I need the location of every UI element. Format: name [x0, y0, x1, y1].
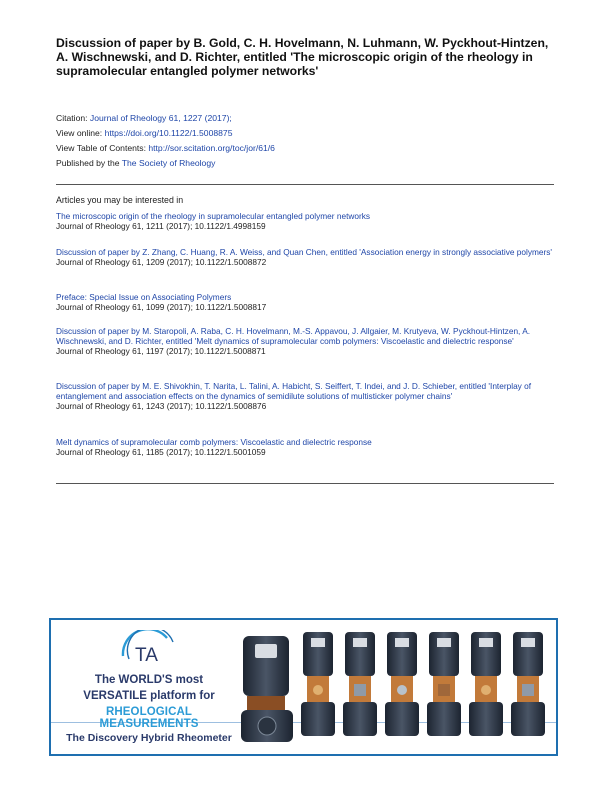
related-article	[56, 292, 554, 312]
citation-label: Citation:	[56, 113, 88, 123]
ad-headline-line-3: RHEOLOGICAL MEASUREMENTS	[99, 706, 199, 730]
advertisement-banner[interactable]	[49, 618, 558, 756]
ta-logo-icon	[117, 630, 179, 664]
related-article-citation: Journal of Rheology 61, 1211 (2017); 10.1122/1.4998159	[56, 221, 266, 231]
ad-headline-line-1: The WORLD'S most	[94, 674, 204, 686]
citation-link[interactable]: Journal of Rheology 61, 1227 (2017);	[89, 113, 232, 123]
toc-line	[56, 143, 275, 154]
related-article	[56, 381, 554, 411]
related-article-citation: Journal of Rheology 61, 1243 (2017); 10.1122/1.5008876	[56, 401, 267, 411]
bottom-divider	[56, 483, 554, 484]
related-article-link[interactable]: Discussion of paper by M. Staropoli, A. Raba, C. H. Hovelmann, M.-S. Appavou, J. Allgaier, M. Krutyeva, W. Pyckhout-Hintzen, A. Wischnewski, and D. Richter, entitled 'Melt dynamics of supramolecular comb polymers: Viscoelastic and dielectric response'	[56, 326, 531, 346]
toc-label: View Table of Contents:	[56, 143, 146, 153]
related-article-link[interactable]: Discussion of paper by M. E. Shivokhin, T. Narita, L. Talini, A. Habicht, S. Seiffert, T. Indei, and J. D. Schieber, entitled 'Interplay of entanglement and association effects on the dynamics of semidilute solutions of multisticker polymer chains'	[56, 381, 532, 401]
related-article-link[interactable]: Melt dynamics of supramolecular comb polymers: Viscoelastic and dielectric response	[56, 437, 372, 447]
rheometer-product-image	[237, 622, 552, 750]
related-article-citation: Journal of Rheology 61, 1209 (2017); 10.1122/1.5008872	[56, 257, 267, 267]
ad-headline-line-2: VERSATILE platform for	[83, 690, 215, 702]
related-article-citation: Journal of Rheology 61, 1099 (2017); 10.1122/1.5008817	[56, 302, 267, 312]
page-title: Discussion of paper by B. Gold, C. H. Hovelmann, N. Luhmann, W. Pyckhout-Hintzen, A. Wischnewski, and D. Richter, entitled 'The microscopic origin of the rheology in supramolecular entangled polymer networks'	[56, 36, 549, 78]
related-article-link[interactable]: Discussion of paper by Z. Zhang, C. Huang, R. A. Weiss, and Quan Chen, entitled 'Association energy in strongly associative polymers'	[56, 247, 553, 257]
ta-logo-text: TA	[135, 645, 158, 664]
related-article-citation: Journal of Rheology 61, 1185 (2017); 10.1122/1.5001059	[56, 447, 266, 457]
related-article	[56, 326, 554, 356]
rheometer-row-icon	[301, 632, 545, 736]
related-article	[56, 211, 554, 231]
rheometer-large-icon	[241, 636, 293, 742]
top-divider	[56, 184, 554, 185]
doi-link[interactable]: https://doi.org/10.1122/1.5008875	[104, 128, 233, 138]
ad-text-block	[59, 620, 239, 754]
related-articles-heading: Articles you may be interested in	[56, 195, 184, 205]
ad-product-name: The Discovery Hybrid Rheometer	[66, 732, 232, 744]
publisher-link[interactable]: The Society of Rheology	[121, 158, 216, 168]
view-online-line	[56, 128, 232, 139]
related-article	[56, 437, 554, 457]
view-online-label: View online:	[56, 128, 103, 138]
related-article-link[interactable]: The microscopic origin of the rheology in supramolecular entangled polymer networks	[56, 211, 371, 221]
related-article-link[interactable]: Preface: Special Issue on Associating Polymers	[56, 292, 232, 302]
citation-line	[56, 113, 232, 124]
toc-link[interactable]: http://sor.scitation.org/toc/jor/61/6	[148, 143, 275, 153]
publisher-label: Published by the	[56, 158, 120, 168]
related-article-citation: Journal of Rheology 61, 1197 (2017); 10.1122/1.5008871	[56, 346, 266, 356]
related-article	[56, 247, 554, 267]
publisher-line	[56, 158, 215, 169]
